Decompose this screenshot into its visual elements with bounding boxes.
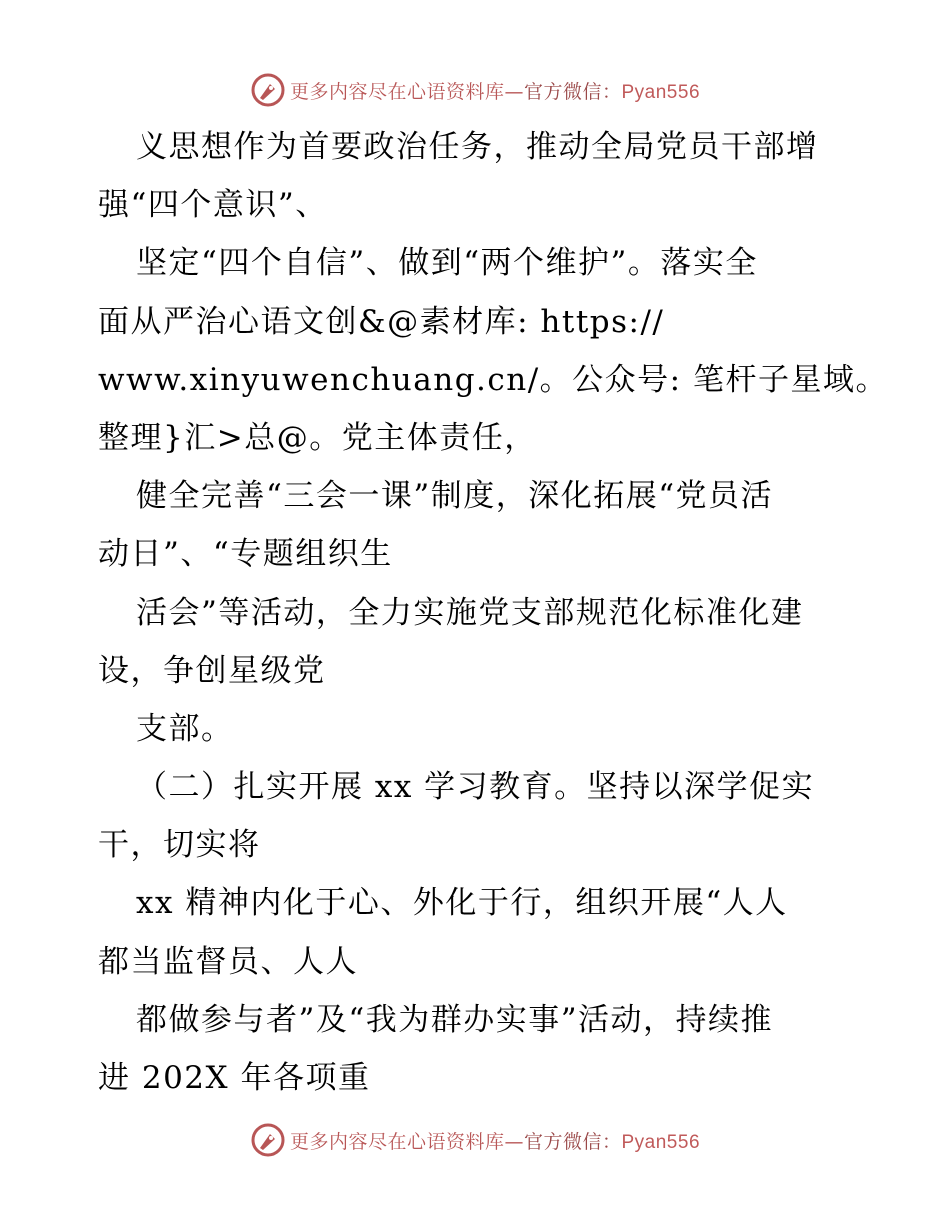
banner-dash: —	[504, 80, 524, 103]
banner-wechat-id: Pyan556	[621, 1131, 701, 1153]
text-line: 进 202X 年各项重	[98, 1060, 371, 1096]
pen-nib-seal-icon	[250, 72, 286, 108]
text-line: 都做参与者”及“我为群办实事”活动，持续推	[136, 1001, 774, 1038]
text-line: 支部。	[136, 710, 234, 747]
banner-dash: —	[504, 1130, 524, 1153]
banner-text: 更多内容尽在心语资料库	[289, 1130, 505, 1153]
text-line: 设，争创星级党	[98, 652, 326, 689]
banner-wechat-label: 官方微信：	[523, 80, 622, 103]
text-line: 都当监督员、人人	[98, 943, 358, 980]
text-line: 强“四个意识”、	[98, 187, 328, 224]
text-line: www.xinyuwenchuang.cn/。公众号: 笔杆子星域。	[98, 361, 888, 398]
text-line: （二）扎实开展 xx 学习教育。坚持以深学促实	[136, 769, 815, 806]
banner-wechat-id: Pyan556	[621, 81, 701, 103]
text-line: 动日”、“专题组织生	[98, 536, 393, 573]
banner-text: 更多内容尽在心语资料库	[289, 80, 505, 103]
text-line: 干，切实将	[98, 827, 261, 864]
text-line: 面从严治心语文创&@素材库: https://	[98, 303, 665, 340]
text-line: 活会”等活动，全力实施党支部规范化标准化建	[136, 594, 804, 631]
text-line: 整理}汇>总@。党主体责任，	[98, 419, 537, 456]
text-line: 健全完善“三会一课”制度，深化拓展“党员活	[136, 478, 774, 515]
text-line: 义思想作为首要政治任务，推动全局党员干部增	[136, 129, 819, 165]
header-watermark-banner	[0, 70, 950, 110]
document-body	[98, 118, 888, 1107]
text-line: 坚定“四个自信”、做到“两个维护”。落实全	[136, 245, 758, 282]
pen-nib-seal-icon	[250, 1122, 286, 1158]
text-line: xx 精神内化于心、外化于行，组织开展“人人	[136, 885, 788, 922]
footer-watermark-banner	[0, 1120, 950, 1160]
banner-wechat-label: 官方微信：	[523, 1130, 622, 1153]
